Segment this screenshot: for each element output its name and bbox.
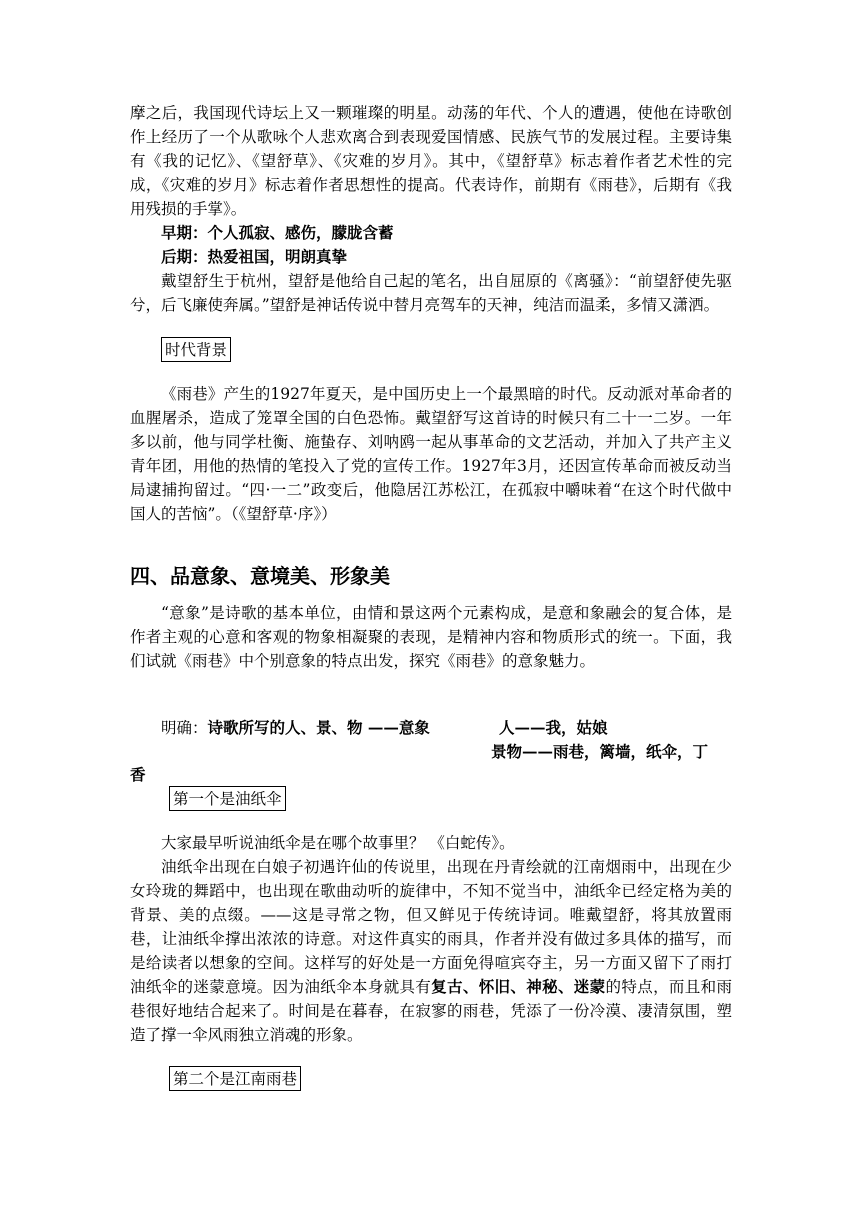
umbrella-paragraph (130, 855, 732, 1047)
umbrella-paragraph-bold: 复古、怀旧、神秘、迷蒙 (431, 977, 606, 996)
second-imagery-box: 第二个是江南雨巷 (169, 1066, 301, 1091)
first-imagery-box: 第一个是油纸伞 (169, 786, 286, 811)
imagery-paragraph: “意象”是诗歌的基本单位，由情和景这两个元素构成，是意和象融会的复合体，是作者主观的心意和客观的物象相凝聚的表现，是精神内容和物质形式的统一。下面，我们试就《雨巷》中个别意象的特点出发，探究《雨巷》的意象魅力。 (130, 604, 732, 670)
late-period-line: 后期：热爱祖国，明朗真挚 (161, 247, 348, 266)
pen-name-paragraph: 戴望舒生于杭州，望舒是他给自己起的笔名，出自屈原的《离骚》：“前望舒使先驱兮，后飞廉使奔属。”望舒是神话传说中替月亮驾车的天神，纯洁而温柔，多情又潇洒。 (130, 272, 732, 314)
background-section-box: 时代背景 (161, 337, 231, 362)
clarify-scenery-tail: 香 (130, 765, 146, 784)
intro-paragraph: 摩之后，我国现代诗坛上又一颗璀璨的明星。动荡的年代、个人的遭遇，使他在诗歌创作上经历了一个从歌咏个人悲欢离合到表现爱国情感、民族气节的发展过程。主要诗集有《我的记忆》、《望舒草》、《灾难的岁月》。其中，《望舒草》标志着作者艺术性的完成，《灾难的岁月》标志着作者思想性的提高。代表诗作，前期有《雨巷》，后期有《我用残损的手掌》。 (130, 104, 732, 218)
clarify-bold-text: 诗歌所写的人、景、物 ——意象 (207, 718, 430, 737)
section-heading: 四、品意象、意境美、形象美 (130, 564, 390, 588)
umbrella-paragraph-part2: 的特点，而且和雨巷很好地结合起来了。时间是在暮春，在寂寥的雨巷，凭添了一份冷漠、凄清氛围，塑造了撑一伞风雨独立消魂的形象。 (130, 978, 732, 1044)
clarify-label: 明确： (161, 719, 208, 737)
background-paragraph: 《雨巷》产生的1927年夏天，是中国历史上一个最黑暗的时代。反动派对革命者的血腥屠杀，造成了笼罩全国的白色恐怖。戴望舒写这首诗的时候只有二十一二岁。一年多以前，他与同学杜衡、施蛰存、刘呐鸥一起从事革命的文艺活动，并加入了共产主义青年团，用他的热情的笔投入了党的宣传工作。1927年3月，还因宣传革命而被反动当局逮捕拘留过。“四·一二”政变后，他隐居江苏松江，在孤寂中嚼味着“在这个时代做中国人的苦恼”。（《望舒草·序》） (130, 385, 732, 523)
early-period-line: 早期：个人孤寂、感伤，朦胧含蓄 (161, 223, 394, 242)
question-line: 大家最早听说油纸伞是在哪个故事里？ 《白蛇传》。 (161, 834, 515, 852)
clarify-line (161, 716, 430, 740)
clarify-people: 人——我，姑娘 (499, 718, 608, 737)
clarify-scenery: 景物——雨巷，篱墙，纸伞，丁 (491, 742, 709, 761)
umbrella-paragraph-part1: 油纸伞出现在白娘子初遇许仙的传说里，出现在丹青绘就的江南烟雨中，出现在少女玲珑的舞蹈中，也出现在歌曲动听的旋律中，不知不觉当中，油纸伞已经定格为美的背景、美的点缀。——这是寻常之物，但又鲜见于传统诗词。唯戴望舒，将其放置雨巷，让油纸伞撑出浓浓的诗意。对这件真实的雨具，作者并没有做过多具体的描写，而是给读者以想象的空间。这样写的好处是一方面免得喧宾夺主，另一方面又留下了雨打油纸伞的迷蒙意境。因为油纸伞本身就具有 (130, 858, 732, 996)
